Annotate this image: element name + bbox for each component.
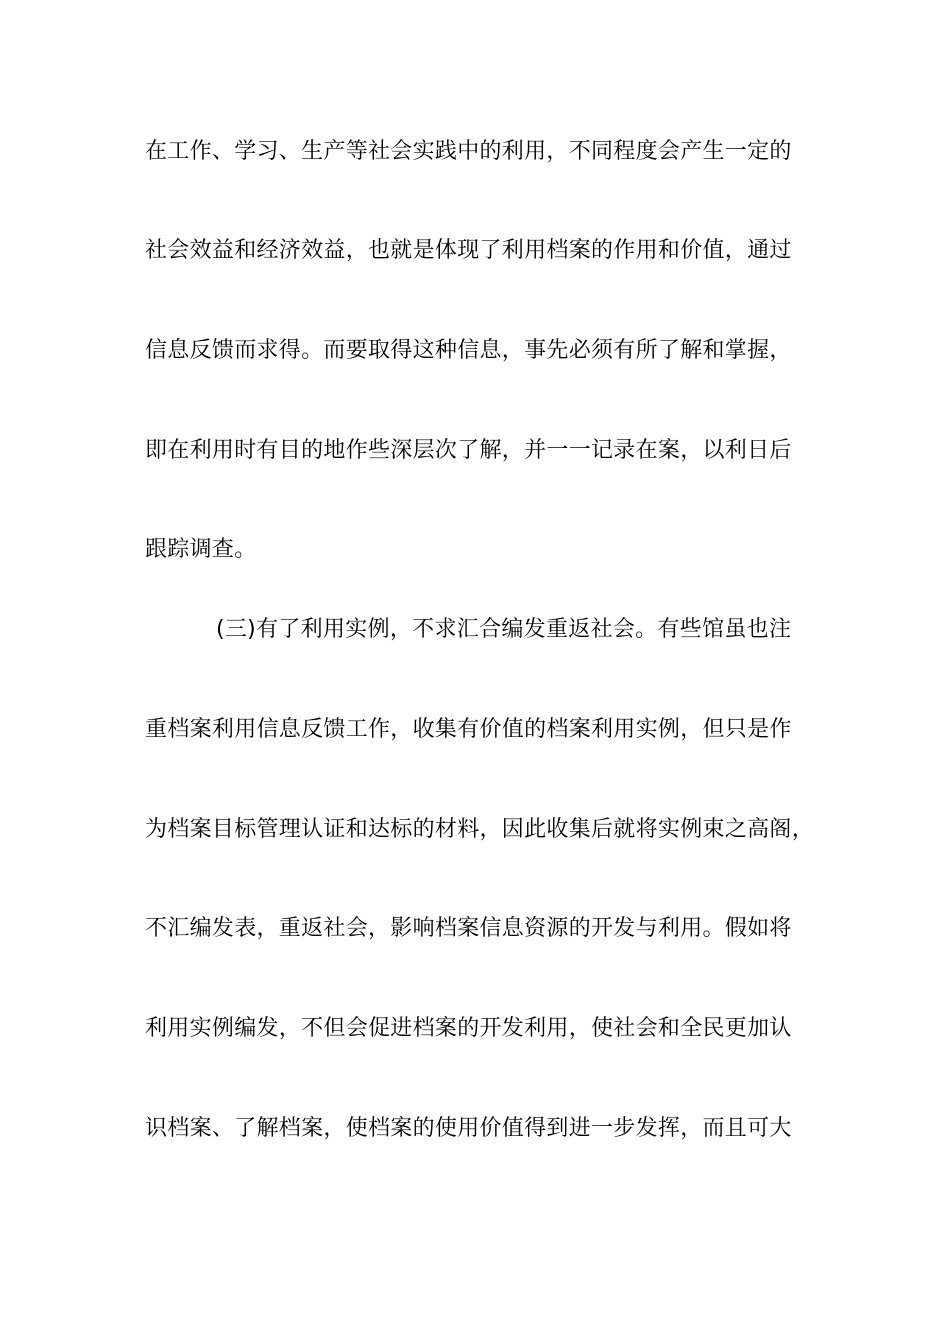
paragraph-line: 信息反馈而求得。而要取得这种信息，事先必须有所了解和掌握， (145, 338, 792, 363)
paragraph-line: 在工作、学习、生产等社会实践中的利用，不同程度会产生一定的 (145, 139, 792, 164)
section-heading-line: (三)有了利用实例，不求汇合编发重返社会。有些馆虽也注 (216, 617, 792, 642)
paragraph-line: 跟踪调查。 (145, 537, 257, 562)
paragraph-line: 社会效益和经济效益，也就是体现了利用档案的作用和价值，通过 (145, 238, 792, 263)
paragraph-line: 识档案、了解档案，使档案的使用价值得到进一步发挥，而且可大 (145, 1116, 792, 1141)
paragraph-line: 为档案目标管理认证和达标的材料，因此收集后就将实例束之高阁， (145, 817, 815, 842)
paragraph-line: 利用实例编发，不但会促进档案的开发利用，使社会和全民更加认 (145, 1016, 792, 1041)
paragraph-line: 即在利用时有目的地作些深层次了解，并一一记录在案，以利日后 (145, 438, 792, 463)
paragraph-line: 不汇编发表，重返社会，影响档案信息资源的开发与利用。假如将 (145, 916, 792, 941)
paragraph-line: 重档案利用信息反馈工作，收集有价值的档案利用实例，但只是作 (145, 717, 792, 742)
